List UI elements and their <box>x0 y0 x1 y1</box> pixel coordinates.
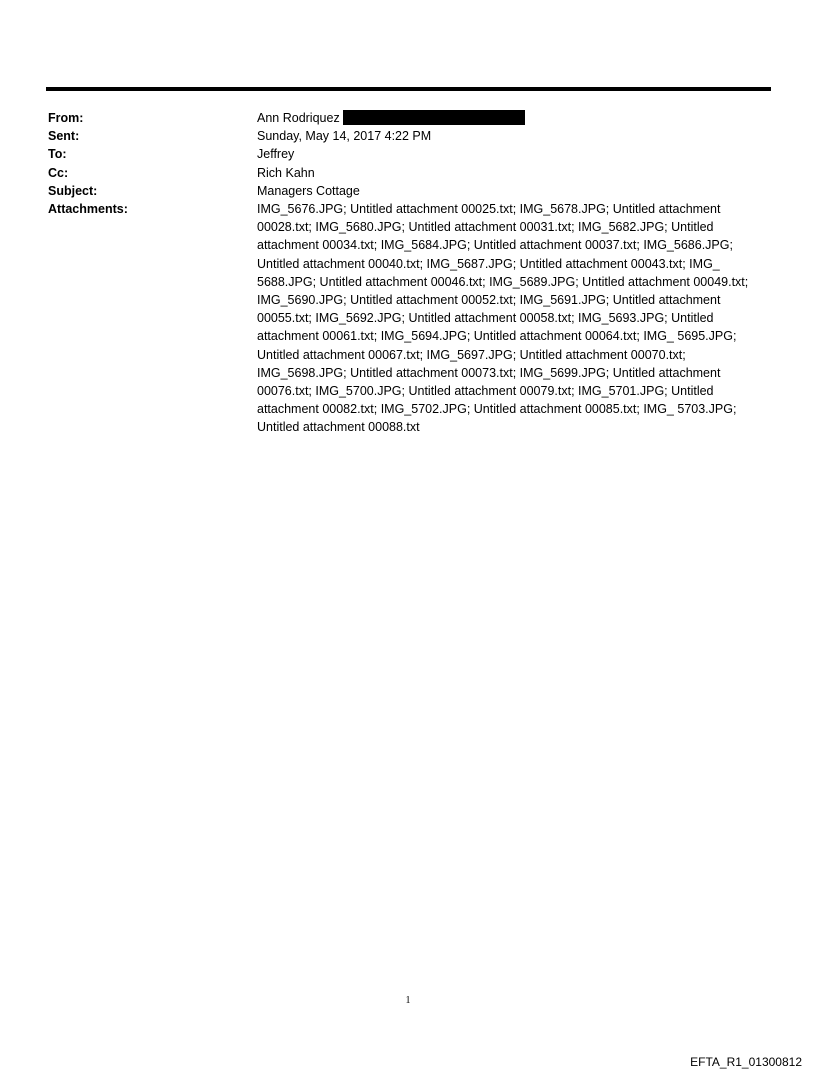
bates-number: EFTA_R1_01300812 <box>690 1055 802 1069</box>
sent-label: Sent: <box>48 129 80 144</box>
from-row <box>48 109 758 127</box>
sent-row <box>48 127 758 145</box>
attachments-value: IMG_5676.JPG; Untitled attachment 00025.txt; IMG_5678.JPG; Untitled attachment 00028.txt; IMG_5680.JPG; Untitled attachment 00031.txt; IMG_5682.JPG; Untitled attachment 00034.txt; IMG_5684.JPG; Untitled attachment 00037.txt; IMG_5686.JPG; Untitled attachment 00040.txt; IMG_5687.JPG; Untitled attachment 00043.txt; IMG_ 5688.JPG; Untitled attachment 00046.txt; IMG_5689.JPG; Untitled attachment 00049.txt; IMG_5690.JPG; Untitled attachment 00052.txt; IMG_5691.JPG; Untitled attachment 00055.txt; IMG_5692.JPG; Untitled attachment 00058.txt; IMG_5693.JPG; Untitled attachment 00061.txt; IMG_5694.JPG; Untitled attachment 00064.txt; IMG_ 5695.JPG; Untitled attachment 00067.txt; IMG_5697.JPG; Untitled attachment 00070.txt; IMG_5698.JPG; Untitled attachment 00073.txt; IMG_5699.JPG; Untitled attachment 00076.txt; IMG_5700.JPG; Untitled attachment 00079.txt; IMG_5701.JPG; Untitled attachment 00082.txt; IMG_5702.JPG; Untitled attachment 00085.txt; IMG_ 5703.JPG; Untitled attachment 00088.txt <box>257 202 749 435</box>
from-value-container <box>257 109 758 127</box>
redaction-bar <box>343 110 525 125</box>
subject-row <box>48 182 758 200</box>
subject-value: Managers Cottage <box>257 183 360 198</box>
to-value: Jeffrey <box>257 147 295 162</box>
header-rule <box>46 87 771 91</box>
cc-label: Cc: <box>48 165 69 180</box>
to-row <box>48 145 758 163</box>
cc-row <box>48 164 758 182</box>
from-label: From: <box>48 111 84 125</box>
sent-value: Sunday, May 14, 2017 4:22 PM <box>257 129 432 144</box>
to-label: To: <box>48 147 67 162</box>
subject-label: Subject: <box>48 183 98 198</box>
email-header <box>48 109 758 437</box>
attachments-label: Attachments: <box>48 202 128 217</box>
page-number: 1 <box>405 995 411 1006</box>
attachments-row <box>48 200 758 437</box>
from-value: Ann Rodriquez <box>257 111 340 125</box>
cc-value: Rich Kahn <box>257 165 315 180</box>
